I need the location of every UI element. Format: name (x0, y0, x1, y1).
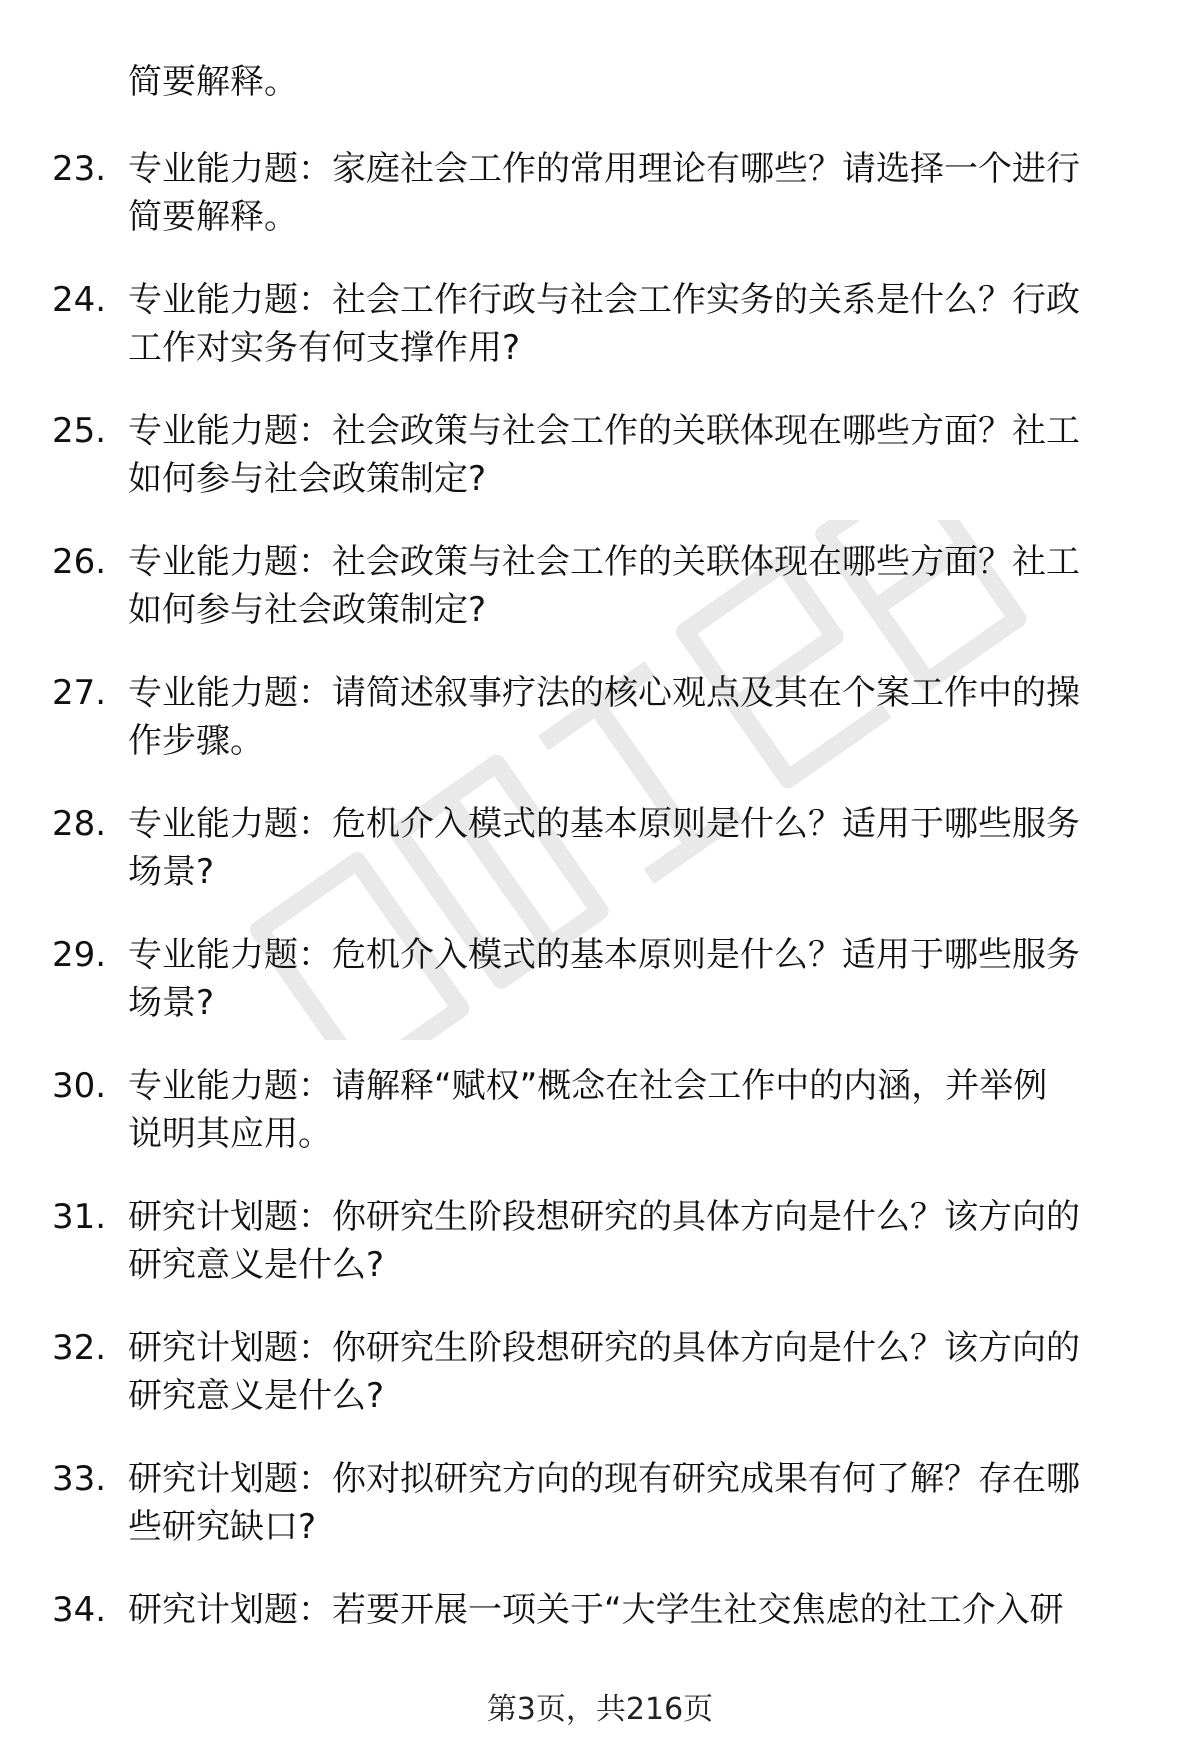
question-text (128, 1324, 1138, 1455)
question-text (128, 800, 1138, 931)
question-line: 专业能力题：请解释“赋权”概念在社会工作中的内涵，并举例 (128, 1066, 1048, 1106)
question-text (128, 538, 1138, 669)
question-line: 专业能力题：危机介入模式的基本原则是什么？适用于哪些服务 (128, 804, 1080, 844)
question-text (128, 669, 1138, 800)
question-line: 专业能力题：社会政策与社会工作的关联体现在哪些方面？社工 (128, 542, 1080, 582)
question-line: 专业能力题：社会政策与社会工作的关联体现在哪些方面？社工 (128, 411, 1080, 451)
question-line: 简要解释。 (128, 197, 298, 237)
question-line: 研究意义是什么? (128, 1376, 385, 1416)
question-item (52, 931, 1152, 1062)
question-number: 33. (52, 1459, 107, 1499)
question-item (52, 800, 1152, 931)
question-line: 些研究缺口? (128, 1507, 317, 1547)
question-line: 专业能力题：危机介入模式的基本原则是什么？适用于哪些服务 (128, 935, 1080, 975)
question-item (52, 538, 1152, 669)
question-line: 工作对实务有何支撑作用? (128, 328, 521, 368)
question-line: 场景? (128, 983, 215, 1023)
continuation-text: 简要解释。 (128, 62, 298, 102)
question-text (128, 1193, 1138, 1324)
question-item (52, 669, 1152, 800)
question-number: 24. (52, 280, 107, 320)
question-text (128, 1062, 1138, 1193)
question-line: 研究计划题：你研究生阶段想研究的具体方向是什么？该方向的 (128, 1197, 1080, 1237)
question-number: 23. (52, 149, 107, 189)
question-line: 研究计划题：若要开展一项关于“大学生社交焦虑的社工介入研 (128, 1590, 1064, 1630)
question-line: 研究计划题：你对拟研究方向的现有研究成果有何了解？存在哪 (128, 1459, 1080, 1499)
question-line: 专业能力题：家庭社会工作的常用理论有哪些？请选择一个进行 (128, 149, 1080, 189)
question-item (52, 276, 1152, 407)
question-line: 作步骤。 (128, 721, 264, 761)
question-list (52, 145, 1152, 1717)
question-number: 30. (52, 1066, 107, 1106)
question-item (52, 1062, 1152, 1193)
question-item (52, 1455, 1152, 1586)
question-line: 研究计划题：你研究生阶段想研究的具体方向是什么？该方向的 (128, 1328, 1080, 1368)
question-text (128, 1455, 1138, 1586)
question-item (52, 1193, 1152, 1324)
question-text (128, 145, 1138, 276)
question-text (128, 407, 1138, 538)
question-number: 31. (52, 1197, 107, 1237)
question-number: 29. (52, 935, 107, 975)
question-line: 研究意义是什么? (128, 1245, 385, 1285)
question-number: 25. (52, 411, 107, 451)
question-text (128, 931, 1138, 1062)
question-number: 28. (52, 804, 107, 844)
question-item (52, 145, 1152, 276)
question-line: 场景? (128, 852, 215, 892)
question-number: 26. (52, 542, 107, 582)
question-number: 34. (52, 1590, 107, 1630)
question-line: 如何参与社会政策制定? (128, 590, 487, 630)
question-line: 如何参与社会政策制定? (128, 459, 487, 499)
question-number: 27. (52, 673, 107, 713)
question-line: 专业能力题：社会工作行政与社会工作实务的关系是什么？行政 (128, 280, 1080, 320)
question-item (52, 1324, 1152, 1455)
question-item (52, 407, 1152, 538)
question-line: 专业能力题：请简述叙事疗法的核心观点及其在个案工作中的操 (128, 673, 1080, 713)
page-footer: 第3页，共216页 (486, 1692, 714, 1727)
question-line: 说明其应用。 (128, 1114, 332, 1154)
question-number: 32. (52, 1328, 107, 1368)
question-text (128, 276, 1138, 407)
